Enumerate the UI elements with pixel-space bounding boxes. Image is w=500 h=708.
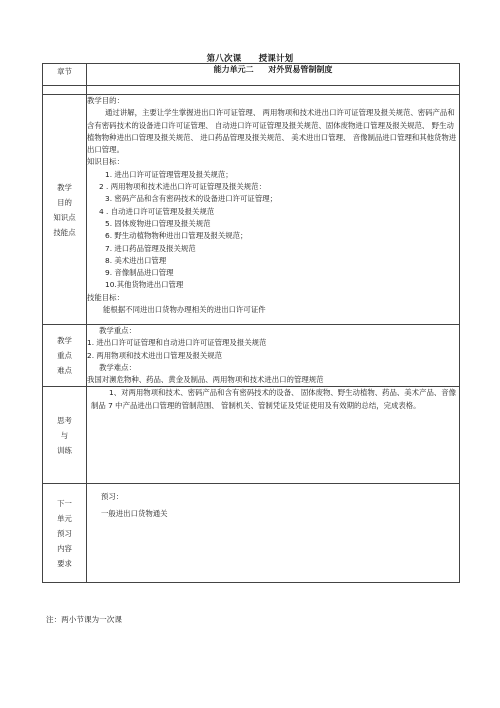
skill-title: 技能目标：	[87, 292, 124, 302]
objectives-label-line: 教学	[57, 182, 72, 192]
preview-label-line: 内容	[57, 543, 72, 553]
preview-label-line: 单元	[57, 513, 72, 523]
objectives-content	[87, 95, 460, 325]
spacer-cell-left	[43, 86, 87, 95]
preview-label	[43, 484, 87, 583]
preview-text: 一般进出口货物通关	[101, 508, 168, 518]
objectives-title: 教学目的：	[87, 96, 124, 105]
knowledge-item: 10.其他货物进出口管理	[105, 280, 184, 290]
preview-label-line: 预习	[57, 528, 72, 538]
preview-content	[87, 484, 460, 583]
key-points-label	[43, 325, 87, 387]
spacer-cell-right	[87, 86, 460, 95]
knowledge-item: 7. 进口药品管理及报关规范	[105, 243, 196, 253]
difficulty-title: 教学难点：	[99, 362, 136, 372]
practice-content	[87, 387, 460, 484]
objectives-label-line: 知识点	[53, 212, 76, 222]
knowledge-item: 2 . 两用物项和技术进出口许可证管理及报关规范：	[99, 182, 266, 192]
knowledge-item: 6. 野生动植物物种进出口管理及报关规范；	[105, 231, 248, 241]
objectives-row	[43, 95, 460, 325]
chapter-row	[43, 64, 460, 86]
preview-row	[43, 484, 460, 583]
practice-label-line: 思考	[57, 415, 72, 425]
skill-text: 能根据不同进出口货物办理相关的进出口许可证件	[103, 305, 266, 315]
practice-label	[43, 387, 87, 484]
knowledge-item: 5. 固体废物进口管理及报关规范	[105, 218, 211, 228]
chapter-value	[87, 64, 460, 86]
key-points-label-line: 重点	[57, 351, 72, 361]
lesson-number: 第八次课	[206, 54, 242, 64]
chapter-unit: 能力单元二	[213, 65, 254, 74]
key-points-label-line: 教学	[57, 336, 72, 346]
spacer-row	[43, 86, 460, 95]
difficulty-text: 我国对濒危物种、药品、黄金及制品、两用物项和技术进出口的管理规范	[87, 375, 324, 385]
preview-label-line: 下一	[57, 498, 72, 508]
chapter-label: 章节	[43, 64, 87, 86]
knowledge-item: 3. 密码产品和含有密码技术的设备进口许可证管理；	[105, 194, 277, 204]
preview-title: 预习：	[101, 492, 124, 502]
objectives-label-line: 技能点	[53, 227, 76, 237]
objectives-label-line: 目的	[57, 197, 72, 207]
key-points-row	[43, 325, 460, 387]
focus-item: 1. 进出口许可证管理和自动进口许可证管理及报关规范	[87, 338, 267, 348]
practice-text: 1、对两用物项和技术、密码产品和含有密码技术的设备、 固体废物、野生动植物、药品、美术产品、音像制品 7 中产品进出口管理的管制范围、 管制机关、管制凭证及凭证使用及有效期的总结，完成表格。	[91, 388, 457, 410]
key-points-label-line: 难点	[57, 366, 72, 376]
practice-label-line: 与	[60, 430, 69, 440]
objectives-label	[43, 95, 87, 325]
knowledge-item: 4 . 自动进口许可证管理及报关规范	[99, 206, 215, 216]
preview-label-line: 要求	[57, 558, 72, 568]
focus-item: 2. 两用物项和技术进出口管理及报关规范	[87, 350, 223, 360]
plan-title: 授课计划	[258, 54, 294, 64]
practice-label-line: 训练	[57, 445, 72, 455]
practice-row	[43, 387, 460, 484]
knowledge-item: 1. 进出口许可证管理管理及报关规范；	[105, 169, 233, 179]
chapter-title: 对外贸易管制制度	[268, 65, 333, 74]
lesson-plan-table	[42, 63, 460, 583]
objectives-paragraph: 通过讲解，主要让学生掌握进出口许可证管理、 两用物项和技术进出口许可证管理及报关规范、密码产品和含有密码技术的设备进口许可证管理、 自动进口许可证管理及报关规范、固体废物进口管理及报关规范、 野生动植物物种进出口管理及报关规范、 进口药品管理及报关规范、 美术进出口管理、 音像制品进口管理和其他货物进出口管理。	[87, 108, 457, 155]
knowledge-item: 8. 美术进出口管理	[105, 255, 167, 265]
knowledge-item: 9. 音像制品进口管理	[105, 268, 174, 278]
focus-title: 教学重点：	[99, 326, 136, 335]
key-points-content	[87, 325, 460, 387]
footnote: 注：两小节课为一次课	[46, 615, 122, 624]
knowledge-title: 知识目标：	[87, 157, 124, 167]
